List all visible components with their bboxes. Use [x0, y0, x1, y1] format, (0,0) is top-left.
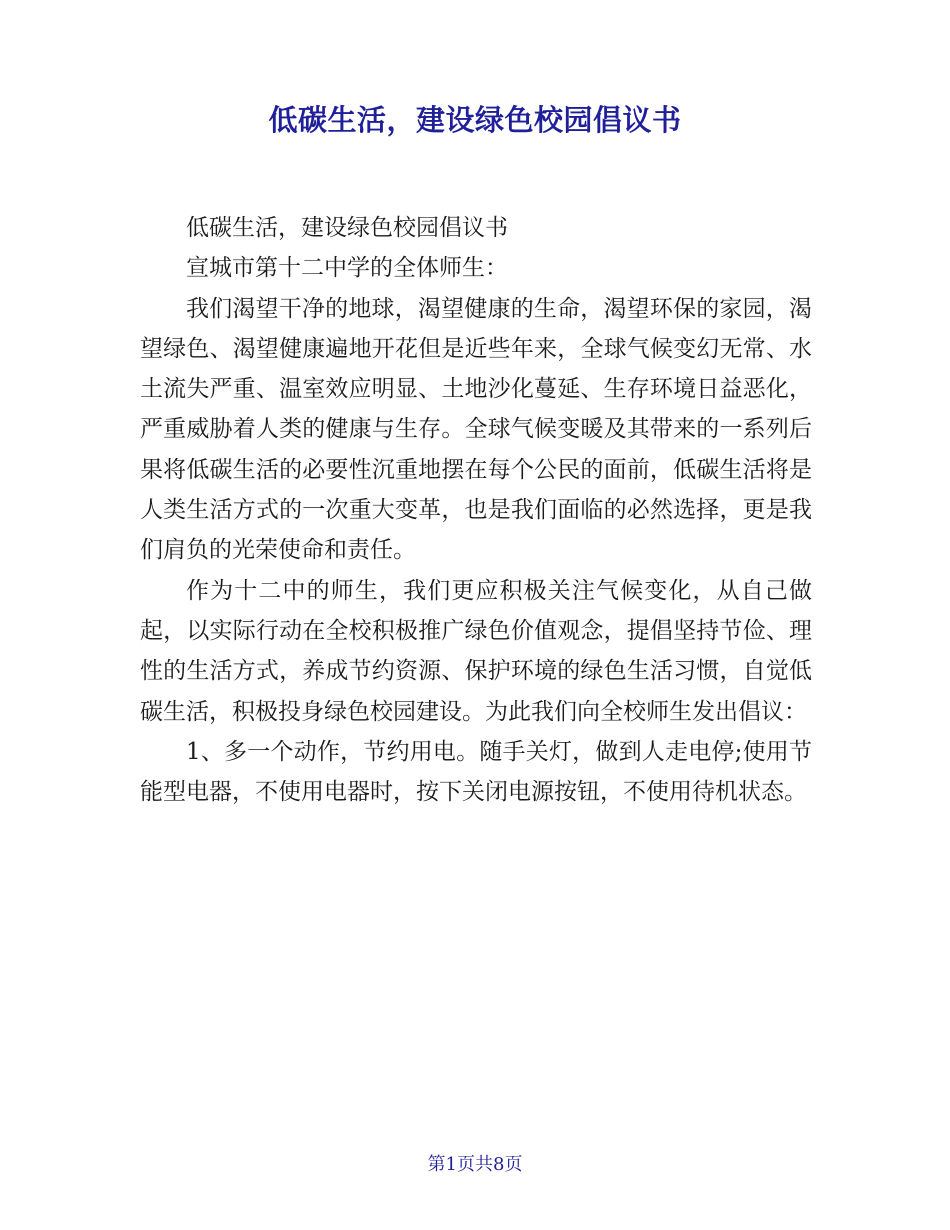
page-number: 第1页共8页: [427, 1154, 523, 1175]
paragraph-item-1: 1、多一个动作，节约用电。随手关灯，做到人走电停;使用节能型电器，不使用电器时，按下关闭电源按钮，不使用待机状态。: [140, 738, 812, 806]
paragraph-salutation: 宣城市第十二中学的全体师生：: [186, 255, 508, 282]
document-title: 低碳生活，建设绿色校园倡议书: [268, 103, 682, 137]
paragraph-call: 作为十二中的师生，我们更应积极关注气候变化，从自己做起，以实际行动在全校积极推广绿色价值观念，提倡坚持节俭、理性的生活方式，养成节约资源、保护环境的绿色生活习惯，自觉低碳生活，积极投身绿色校园建设。为此我们向全校师生发出倡议：: [140, 577, 812, 725]
paragraph-intro: 我们渴望干净的地球，渴望健康的生命，渴望环保的家园，渴望绿色、渴望健康遍地开花但是近些年来，全球气候变幻无常、水土流失严重、温室效应明显、土地沙化蔓延、生存环境日益恶化，严重威胁着人类的健康与生存。全球气候变暖及其带来的一系列后果将低碳生活的必要性沉重地摆在每个公民的面前，低碳生活将是人类生活方式的一次重大变革，也是我们面临的必然选择，更是我们肩负的光荣使命和责任。: [140, 295, 812, 564]
paragraph-heading: 低碳生活，建设绿色校园倡议书: [186, 215, 508, 241]
document-body: [140, 208, 812, 812]
